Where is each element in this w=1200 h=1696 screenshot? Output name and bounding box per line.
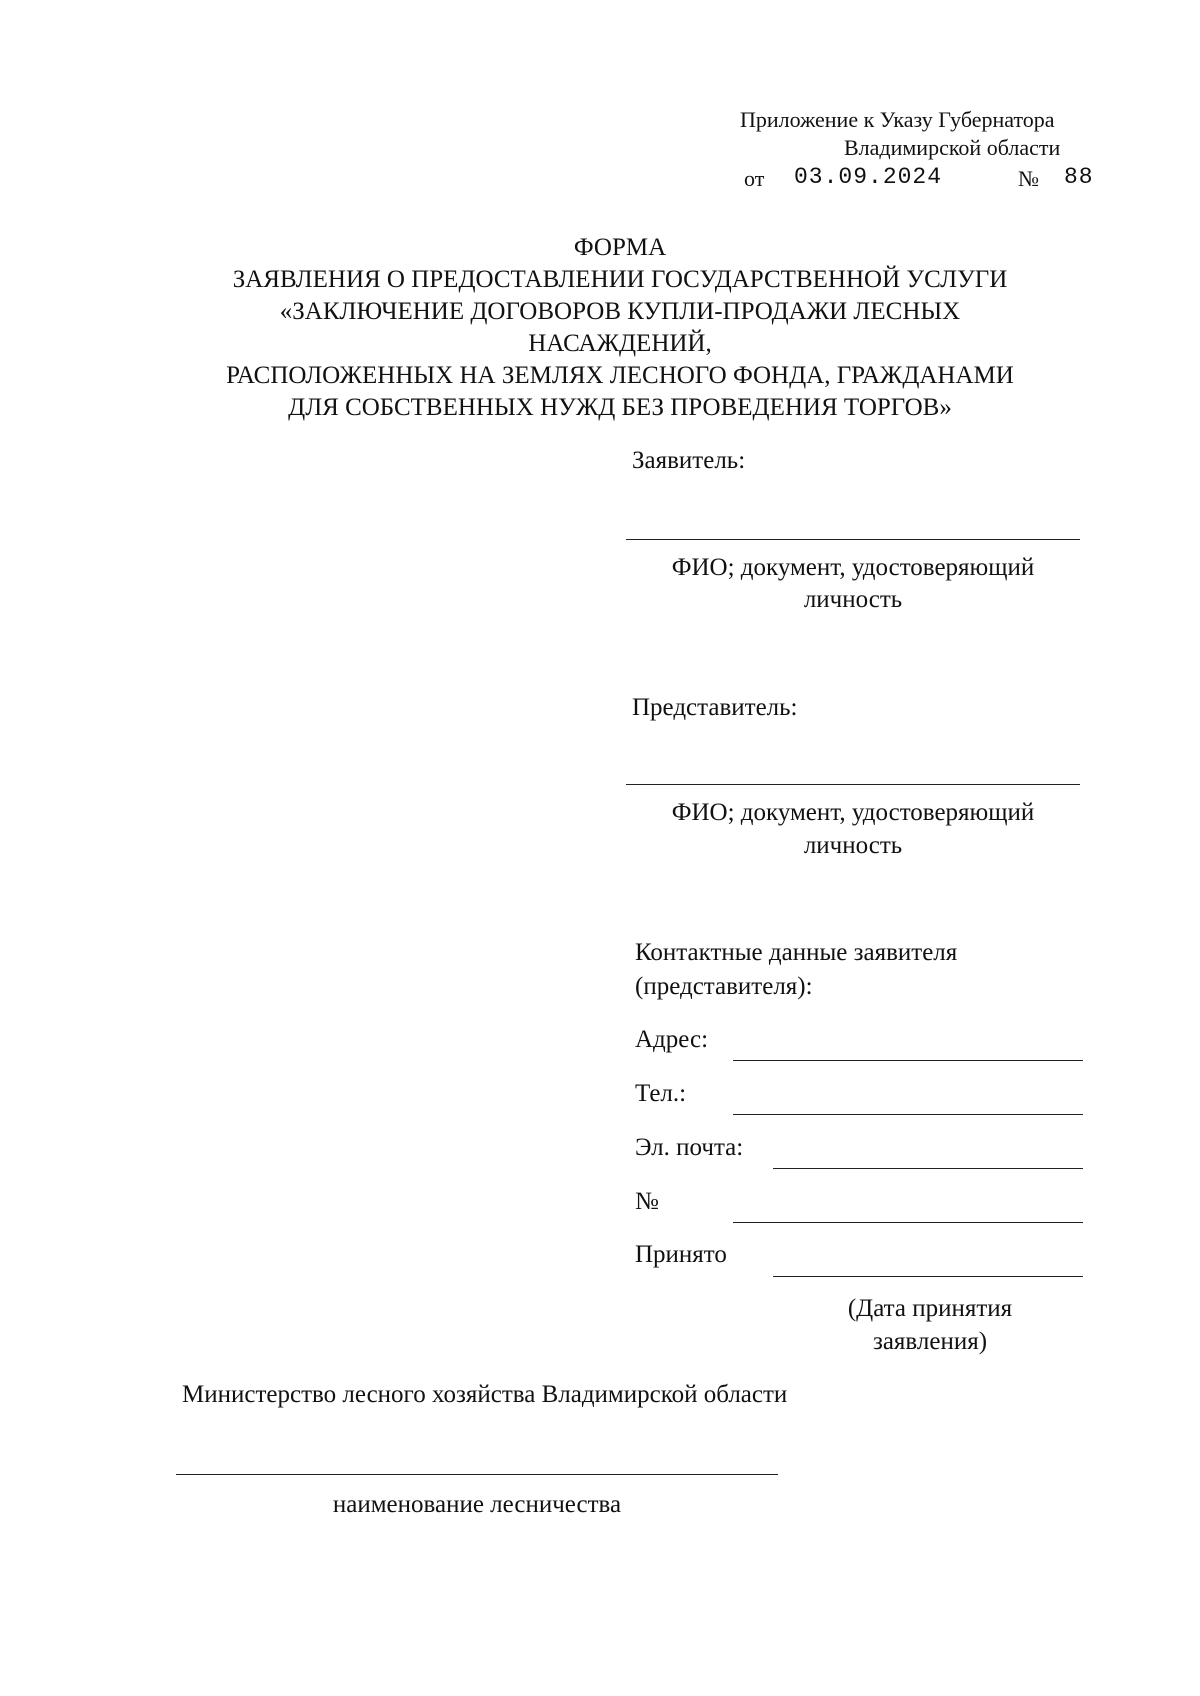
representative-caption-line1: ФИО; документ, удостоверяющий <box>671 799 1035 826</box>
title-line: РАСПОЛОЖЕННЫХ НА ЗЕМЛЯХ ЛЕСНОГО ФОНДА, ГРАЖДАНАМИ <box>226 362 1014 389</box>
title-line: ЗАЯВЛЕНИЯ О ПРЕДОСТАВЛЕНИИ ГОСУДАРСТВЕННОЙ УСЛУГИ <box>232 266 1008 293</box>
decree-number: 88 <box>1064 164 1094 190</box>
phone-label: Тел.: <box>635 1080 687 1107</box>
title-line: НАСАЖДЕНИЙ, <box>528 330 712 357</box>
number-label: № <box>635 1188 659 1215</box>
number-field-line[interactable] <box>733 1222 1083 1223</box>
accepted-caption-line2: заявления) <box>872 1328 988 1355</box>
email-field-line[interactable] <box>773 1168 1083 1169</box>
number-sign: № <box>1018 166 1039 191</box>
title-line: «ЗАКЛЮЧЕНИЕ ДОГОВОРОВ КУПЛИ-ПРОДАЖИ ЛЕСНЫХ <box>279 298 961 325</box>
date-prefix: от <box>744 166 765 191</box>
appendix-title: Приложение к Указу Губернатора <box>740 107 1055 132</box>
forestry-field-line[interactable] <box>176 1474 778 1475</box>
accepted-caption-line1: (Дата принятия <box>847 1295 1013 1322</box>
applicant-field-line[interactable] <box>626 539 1080 540</box>
phone-field-line[interactable] <box>733 1114 1083 1115</box>
title-line: ФОРМА <box>573 234 667 261</box>
ministry-name: Министерство лесного хозяйства Владимирской области <box>182 1381 788 1408</box>
representative-label: Представитель: <box>632 694 798 721</box>
form-title <box>160 232 1080 424</box>
forestry-caption: наименование лесничества <box>332 1491 622 1518</box>
contacts-heading-line1: Контактные данные заявителя <box>635 939 958 966</box>
contacts-heading-line2: (представителя): <box>635 973 813 1000</box>
title-line: ДЛЯ СОБСТВЕННЫХ НУЖД БЕЗ ПРОВЕДЕНИЯ ТОРГОВ» <box>288 394 952 421</box>
applicant-caption-line2: личность <box>803 586 903 613</box>
appendix-region: Владимирской области <box>844 135 1061 160</box>
address-field-line[interactable] <box>733 1060 1083 1061</box>
representative-caption-line2: личность <box>803 832 903 859</box>
address-label: Адрес: <box>635 1026 709 1053</box>
decree-date: 03.09.2024 <box>794 164 943 190</box>
accepted-label: Принято <box>635 1241 727 1268</box>
applicant-caption-line1: ФИО; документ, удостоверяющий <box>671 554 1035 581</box>
accepted-field-line[interactable] <box>773 1276 1083 1277</box>
email-label: Эл. почта: <box>635 1134 744 1161</box>
applicant-label: Заявитель: <box>632 447 746 474</box>
representative-field-line[interactable] <box>626 784 1080 785</box>
